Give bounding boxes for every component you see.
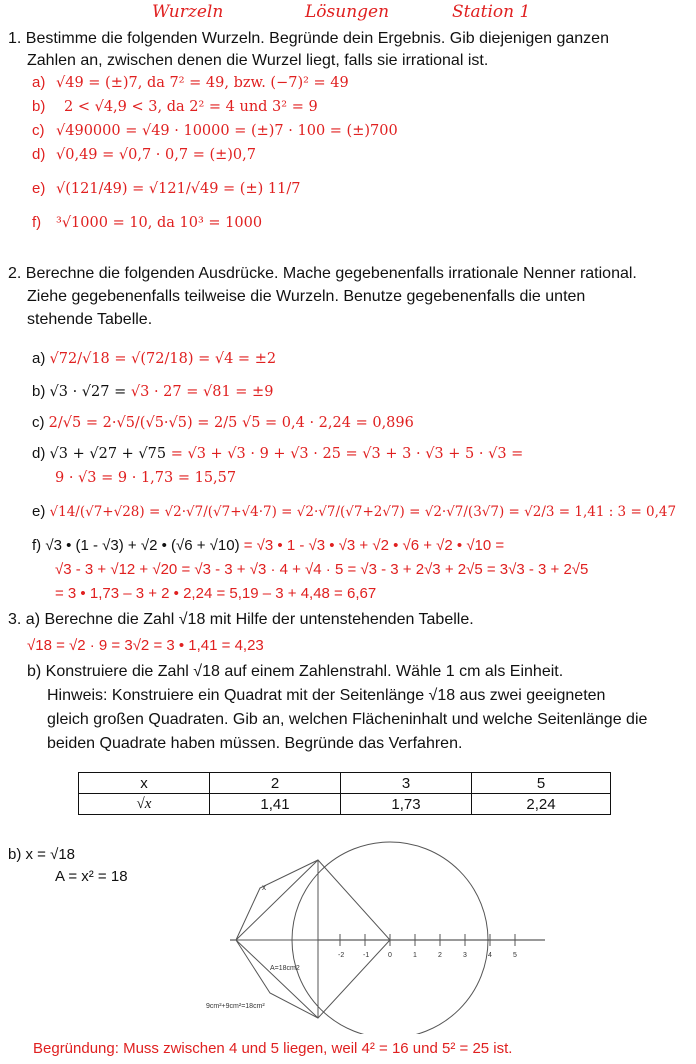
- values-table: [78, 772, 611, 815]
- axis-tick-label: -2: [338, 952, 345, 959]
- axis-tick-label: 2: [438, 952, 442, 959]
- item-text: √(121/49) = √121/√49 = (±) 11/7: [56, 181, 301, 197]
- item-task: √3 + √27 + √75: [49, 446, 167, 462]
- task2-item-d: [32, 445, 523, 462]
- table-cell: 2,24: [472, 794, 611, 815]
- task2-item-c: [32, 414, 414, 431]
- construction-diagram: [200, 828, 560, 1034]
- table-cell: 3: [341, 773, 472, 794]
- side-label: x: [262, 883, 266, 892]
- item-text: √14/(√7+√28) = √2·√7/(√7+√4·7) = √2·√7/(√7+2√7) = √2·√7/(3√7) = √2/3 = 1,41 : 3 = 0,47: [49, 504, 677, 520]
- axis-tick-label: 5: [513, 952, 517, 959]
- task2-item-f-line3: = 3 • 1,73 – 3 + 2 • 2,24 = 5,19 – 3 + 4,48 = 6,67: [55, 585, 377, 602]
- item-text: √490000 = √49 · 10000 = (±)7 · 100 = (±)700: [56, 123, 398, 139]
- item-label: f): [32, 214, 42, 231]
- task3-a-solution: √18 = √2 · 9 = 3√2 = 3 • 1,41 = 4,23: [27, 637, 264, 654]
- item-label: e): [32, 180, 46, 197]
- task3-b-line4: beiden Quadrate haben müssen. Begründe das Verfahren.: [47, 735, 463, 752]
- task2-item-b: [32, 383, 273, 400]
- task1-item-c: [32, 122, 398, 139]
- task3-b-line3: gleich großen Quadraten. Gib an, welchen Flächeninhalt und welche Seitenlänge die: [47, 711, 648, 728]
- item-text: √72/√18 = √(72/18) = √4 = ±2: [49, 351, 277, 367]
- task1-item-d: [32, 146, 256, 163]
- header-topic: Wurzeln: [152, 2, 224, 22]
- axis-tick-labels: [338, 952, 517, 959]
- table-cell: 5: [472, 773, 611, 794]
- header-solutions: Lösungen: [305, 2, 390, 22]
- task2-line3: stehende Tabelle.: [27, 311, 153, 328]
- task2-line1: 2. Berechne die folgenden Ausdrücke. Mache gegebenenfalls irrationale Nenner rational.: [8, 265, 637, 282]
- item-label: a): [32, 74, 46, 91]
- item-text: 2/√5 = 2·√5/(√5·√5) = 2/5 √5 = 0,4 · 2,24 = 0,896: [48, 415, 414, 431]
- solution-area-line: A = x² = 18: [55, 868, 128, 885]
- task2-item-e: [32, 503, 676, 520]
- item-text: 2 < √4,9 < 3, da 2² = 4 und 3² = 9: [64, 99, 318, 115]
- item-text: ³√1000 = 10, da 10³ = 1000: [56, 215, 263, 231]
- task3-a-line: 3. a) Berechne die Zahl √18 mit Hilfe der untenstehenden Tabelle.: [8, 611, 474, 628]
- item-label: d): [32, 445, 46, 462]
- task2-item-f-line2: √3 - 3 + √12 + √20 = √3 - 3 + √3 · 4 + √4 · 5 = √3 - 3 + 2√3 + 2√5 = 3√3 - 3 + 2√5: [55, 561, 589, 578]
- item-task: √3 · √27 =: [49, 384, 127, 400]
- item-label: a): [32, 350, 46, 367]
- task1-item-a: [32, 74, 349, 91]
- task1-line2: Zahlen an, zwischen denen die Wurzel liegt, falls sie irrational ist.: [27, 52, 489, 69]
- axis-tick-label: 1: [413, 952, 417, 959]
- task1-item-b: [32, 98, 318, 115]
- item-label: b): [32, 383, 46, 400]
- axis-tick-label: 0: [388, 952, 392, 959]
- task3-b-line1: b) Konstruiere die Zahl √18 auf einem Zahlenstrahl. Wähle 1 cm als Einheit.: [27, 663, 564, 680]
- table-cell: 2: [210, 773, 341, 794]
- area-label: A=18cm2: [270, 965, 300, 972]
- task1-item-f: [32, 214, 262, 231]
- item-label: f): [32, 537, 42, 554]
- item-solution: = √3 + √3 · 9 + √3 · 25 = √3 + 3 · √3 + 5 · √3 =: [166, 446, 524, 462]
- sum-label: 9cm²+9cm²=18cm²: [206, 1003, 265, 1010]
- axis-tick-label: 4: [488, 952, 492, 959]
- task1-item-e: [32, 180, 300, 197]
- task1-line1: 1. Bestimme die folgenden Wurzeln. Begründe dein Ergebnis. Gib diejenigen ganzen: [8, 30, 609, 47]
- item-text: √49 = (±)7, da 7² = 49, bzw. (−7)² = 49: [56, 75, 349, 91]
- page-header: [0, 2, 696, 22]
- square-18: [236, 860, 390, 1018]
- table-row: [79, 794, 611, 815]
- solution-x-line: b) x = √18: [8, 846, 76, 863]
- item-task: √3 • (1 - √3) + √2 • (√6 + √10): [45, 537, 240, 554]
- axis-tick-label: 3: [463, 952, 467, 959]
- item-label: b): [32, 98, 46, 115]
- table-cell: 1,41: [210, 794, 341, 815]
- item-solution: √3 · 27 = √81 = ±9: [126, 384, 274, 400]
- item-label: c): [32, 414, 45, 431]
- task2-line2: Ziehe gegebenenfalls teilweise die Wurzeln. Benutze gegebenenfalls die unten: [27, 288, 586, 305]
- table-cell: 1,73: [341, 794, 472, 815]
- item-solution: = √3 • 1 - √3 • √3 + √2 • √6 + √2 • √10 =: [239, 537, 505, 554]
- item-label: e): [32, 503, 46, 520]
- task2-item-f: [32, 537, 504, 554]
- task2-item-a: [32, 350, 276, 367]
- item-label: c): [32, 122, 45, 139]
- task2-item-d-line2: 9 · √3 = 9 · 1,73 = 15,57: [55, 470, 237, 486]
- header-station: Station 1: [452, 2, 531, 22]
- item-label: d): [32, 146, 46, 163]
- table-row: [79, 773, 611, 794]
- axis-tick-label: -1: [363, 952, 370, 959]
- footer-reason: Begründung: Muss zwischen 4 und 5 liegen, weil 4² = 16 und 5² = 25 ist.: [33, 1040, 513, 1057]
- table-cell: x: [79, 773, 210, 794]
- item-text: √0,49 = √0,7 · 0,7 = (±)0,7: [56, 147, 256, 163]
- task3-b-line2: Hinweis: Konstruiere ein Quadrat mit der Seitenlänge √18 aus zwei geeigneten: [47, 687, 606, 704]
- table-cell: √x: [79, 794, 210, 815]
